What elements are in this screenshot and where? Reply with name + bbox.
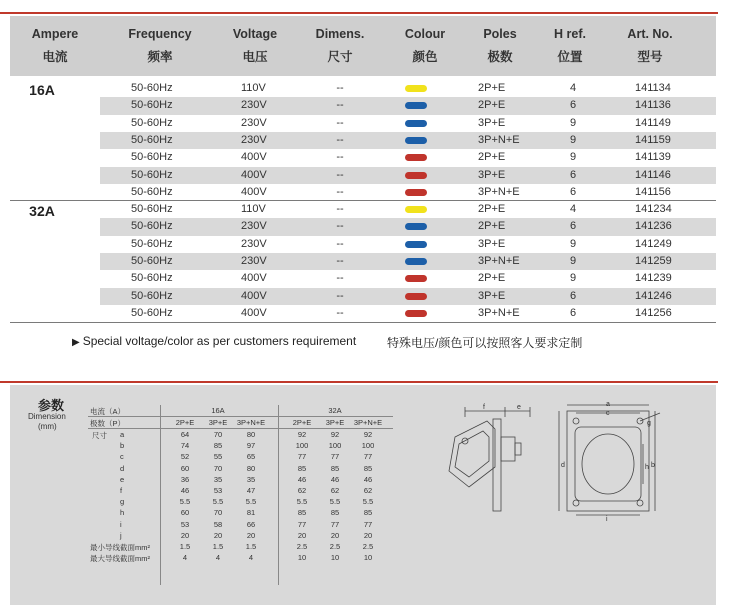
dimension-value: 2.5 xyxy=(296,542,308,551)
voltage-cell: 400V xyxy=(241,151,267,164)
dimension-value: 20 xyxy=(246,530,256,540)
voltage-cell: 110V xyxy=(241,203,266,216)
art-no-cell: 141146 xyxy=(635,168,671,181)
frequency-cell: 50-60Hz xyxy=(131,168,173,181)
table-row xyxy=(100,115,716,132)
colour-swatch xyxy=(405,137,427,144)
header-artno xyxy=(610,16,690,76)
dimension-value: 5.5 xyxy=(212,497,224,507)
frequency-cell: 50-60Hz xyxy=(131,203,173,216)
header-dimens xyxy=(300,16,380,76)
dimension-subtitle: Dimension xyxy=(28,412,66,421)
header-frequency-en: Frequency xyxy=(128,27,192,41)
dimension-value: 35 xyxy=(246,474,256,484)
dimension-value: 60 xyxy=(180,508,190,518)
dimension-value: 20 xyxy=(213,530,223,540)
dimension-value: 47 xyxy=(246,486,256,495)
group-divider xyxy=(10,200,716,201)
header-colour xyxy=(385,16,465,76)
dimension-row-label: g xyxy=(120,497,125,507)
art-no-cell: 141256 xyxy=(635,306,672,319)
table-row xyxy=(100,167,716,184)
dimens-cell: -- xyxy=(336,255,344,267)
special-note xyxy=(72,334,356,348)
table-row xyxy=(100,236,716,253)
dimension-value: 70 xyxy=(213,430,223,439)
frequency-cell: 50-60Hz xyxy=(131,151,173,164)
href-cell: 9 xyxy=(569,255,577,267)
drawing-dimension-label: f xyxy=(483,404,485,411)
dimension-value: 85 xyxy=(297,508,307,518)
dimens-cell: -- xyxy=(336,116,344,129)
art-no-cell: 141136 xyxy=(635,99,671,112)
ampere-group-label: 16A xyxy=(29,82,55,98)
colour-swatch xyxy=(405,154,427,161)
size-label: 尺寸 xyxy=(92,431,107,440)
header-frequency-cn: 频率 xyxy=(147,50,173,64)
table-row xyxy=(100,97,716,114)
drawing-dimension-label: d xyxy=(561,462,565,469)
header-href-cn: 位置 xyxy=(557,50,583,64)
colour-swatch xyxy=(405,310,427,317)
table-row xyxy=(100,305,716,322)
frequency-cell: 50-60Hz xyxy=(131,220,173,233)
poles-header-cell: 3P+E xyxy=(325,418,345,427)
dimension-value: 77 xyxy=(330,452,340,462)
art-no-cell: 141246 xyxy=(635,289,672,302)
top-divider xyxy=(0,12,718,14)
frequency-cell: 50-60Hz xyxy=(131,237,173,250)
poles-cell: 3P+N+E xyxy=(478,306,520,319)
header-colour-cn: 颜色 xyxy=(412,50,438,64)
colour-swatch xyxy=(405,241,427,248)
href-cell: 6 xyxy=(569,168,577,181)
drawing-dimension-label: b xyxy=(651,462,655,469)
header-poles-en: Poles xyxy=(483,27,517,41)
colour-swatch xyxy=(405,172,427,179)
dimension-value: 10 xyxy=(297,553,307,563)
art-no-cell: 141139 xyxy=(635,151,671,164)
href-cell: 6 xyxy=(569,99,577,112)
header-voltage xyxy=(215,16,295,76)
voltage-cell: 400V xyxy=(241,185,267,198)
voltage-cell: 400V xyxy=(241,306,267,319)
poles-row-line xyxy=(88,428,393,429)
href-cell: 4 xyxy=(569,203,577,216)
dimension-value: 85 xyxy=(363,463,373,473)
voltage-cell: 230V xyxy=(241,133,267,146)
poles-cell: 2P+E xyxy=(478,203,506,216)
frequency-cell: 50-60Hz xyxy=(131,289,173,302)
dimension-value: 1.5 xyxy=(179,542,191,551)
header-href xyxy=(540,16,600,76)
poles-cell: 2P+E xyxy=(478,272,506,285)
header-voltage-en: Voltage xyxy=(232,27,278,41)
dimension-value: 62 xyxy=(330,486,340,495)
header-artno-en: Art. No. xyxy=(627,27,673,41)
poles-cell: 3P+E xyxy=(478,168,506,181)
triangle-bullet-icon: ▶ xyxy=(72,337,80,348)
dimension-row-label: b xyxy=(120,441,125,451)
drawing-dimension-label: h xyxy=(645,464,649,471)
amp-32-label: 32A xyxy=(328,406,342,415)
dimension-value: 53 xyxy=(180,519,190,529)
dimension-value: 35 xyxy=(213,474,223,484)
art-no-cell: 141159 xyxy=(635,133,671,146)
colour-swatch xyxy=(405,85,427,92)
dimension-value: 100 xyxy=(295,441,309,451)
poles-header-cell: 3P+N+E xyxy=(353,418,383,427)
poles-label: 极数（P） xyxy=(90,419,126,428)
dimension-title: 参数 xyxy=(38,398,65,413)
poles-cell: 3P+N+E xyxy=(478,133,520,146)
poles-cell: 3P+E xyxy=(478,116,506,129)
href-cell: 6 xyxy=(569,289,577,302)
voltage-cell: 230V xyxy=(241,116,267,129)
href-cell: 9 xyxy=(569,151,577,164)
href-cell: 6 xyxy=(569,220,577,233)
dimension-value: 55 xyxy=(213,452,223,462)
header-poles-cn: 极数 xyxy=(487,50,513,64)
drawing-dimension-label: e xyxy=(517,404,521,411)
dimension-value: 74 xyxy=(180,441,190,451)
table-row xyxy=(100,80,716,97)
dimension-value: 85 xyxy=(213,441,223,451)
dimension-row-label: j xyxy=(120,530,122,540)
dimension-value: 66 xyxy=(246,519,256,529)
dimens-cell: -- xyxy=(336,82,344,94)
table-row xyxy=(100,201,716,218)
art-no-cell: 141156 xyxy=(635,185,671,198)
dimension-value: 46 xyxy=(297,474,307,484)
dimension-value: 46 xyxy=(363,474,373,484)
art-no-cell: 141236 xyxy=(635,220,672,233)
table-row xyxy=(100,288,716,305)
href-cell: 9 xyxy=(569,272,577,285)
dimension-value: 20 xyxy=(180,530,190,540)
dimension-value: 20 xyxy=(297,530,307,540)
dimension-value: 53 xyxy=(213,486,223,495)
frequency-cell: 50-60Hz xyxy=(131,272,173,285)
special-note-cn: 特殊电压/颜色可以按照客人要求定制 xyxy=(387,336,583,350)
poles-cell: 3P+N+E xyxy=(478,185,520,198)
dimension-value: 85 xyxy=(330,508,340,518)
dimension-value: 4 xyxy=(182,553,188,563)
art-no-cell: 141239 xyxy=(635,272,672,285)
dimension-value: 92 xyxy=(297,430,307,439)
dimens-cell: -- xyxy=(336,133,344,146)
dimension-value: 97 xyxy=(246,441,256,451)
header-ampere-cn: 电流 xyxy=(42,50,68,64)
dimens-cell: -- xyxy=(336,306,344,319)
header-dimens-en: Dimens. xyxy=(315,27,365,41)
poles-cell: 3P+E xyxy=(478,289,506,302)
art-no-cell: 141149 xyxy=(635,116,671,129)
dimension-value: 77 xyxy=(363,452,373,462)
dimens-cell: -- xyxy=(336,272,344,285)
dimension-value: 46 xyxy=(330,474,340,484)
href-cell: 9 xyxy=(569,116,577,129)
art-no-cell: 141259 xyxy=(635,255,672,267)
special-note-en: Special voltage/color as per customers requirement xyxy=(82,334,357,348)
dimension-value: 64 xyxy=(180,430,190,439)
dimension-unit: (mm) xyxy=(38,422,57,431)
dimension-value: 60 xyxy=(180,463,190,473)
dimens-cell: -- xyxy=(336,185,344,198)
href-cell: 6 xyxy=(569,185,577,198)
poles-cell: 2P+E xyxy=(478,99,506,112)
dimension-value: 4 xyxy=(215,553,221,563)
dimension-value: 52 xyxy=(180,452,190,462)
dimens-cell: -- xyxy=(336,151,344,164)
dimension-value: 80 xyxy=(246,463,256,473)
dimension-row-label: 最小导线截面mm² xyxy=(90,543,150,552)
dimension-value: 70 xyxy=(213,463,223,473)
href-cell: 9 xyxy=(569,133,577,146)
poles-cell: 3P+N+E xyxy=(478,255,520,267)
col-divider-start xyxy=(160,405,161,585)
frequency-cell: 50-60Hz xyxy=(131,82,173,94)
header-ampere-en: Ampere xyxy=(31,27,79,41)
voltage-cell: 400V xyxy=(241,289,267,302)
voltage-cell: 230V xyxy=(241,255,267,267)
drawing-dimension-label: a xyxy=(606,401,610,408)
voltage-cell: 230V xyxy=(241,237,267,250)
dimension-value: 5.5 xyxy=(296,497,308,507)
table-row xyxy=(100,149,716,166)
dimension-value: 77 xyxy=(330,519,340,529)
dimension-value: 20 xyxy=(330,530,340,540)
dimension-value: 46 xyxy=(180,486,190,495)
dimension-value: 5.5 xyxy=(179,497,191,507)
dimension-value: 1.5 xyxy=(245,542,257,551)
dimens-cell: -- xyxy=(336,203,344,216)
drawing-dimension-label: c xyxy=(606,410,610,417)
colour-swatch xyxy=(405,293,427,300)
dimension-value: 65 xyxy=(246,452,256,462)
dimension-row-label: 最大导线截面mm² xyxy=(90,554,150,564)
header-href-en: H ref. xyxy=(554,27,586,41)
voltage-cell: 400V xyxy=(241,168,267,181)
poles-cell: 2P+E xyxy=(478,82,506,94)
dimension-row-label: i xyxy=(120,519,122,529)
dimension-value: 80 xyxy=(246,430,256,439)
colour-swatch xyxy=(405,223,427,230)
header-colour-en: Colour xyxy=(404,27,446,41)
dimension-value: 77 xyxy=(297,519,307,529)
dimens-cell: -- xyxy=(336,168,344,181)
drawing-dimension-label: g xyxy=(647,420,651,427)
colour-swatch xyxy=(405,102,427,109)
colour-swatch xyxy=(405,189,427,196)
dimension-value: 77 xyxy=(363,519,373,529)
table-header xyxy=(10,16,716,76)
table-row xyxy=(100,184,716,201)
voltage-cell: 400V xyxy=(241,272,267,285)
dimension-value: 1.5 xyxy=(212,542,224,551)
poles-header-cell: 2P+E xyxy=(175,418,195,427)
dimension-value: 62 xyxy=(297,486,307,495)
table-row xyxy=(100,270,716,287)
col-divider-mid xyxy=(278,405,279,585)
socket-technical-drawing xyxy=(435,399,665,523)
frequency-cell: 50-60Hz xyxy=(131,306,173,319)
colour-swatch xyxy=(405,275,427,282)
frequency-cell: 50-60Hz xyxy=(131,255,173,267)
table-row xyxy=(100,253,716,270)
dimension-value: 10 xyxy=(330,553,340,563)
dimension-value: 5.5 xyxy=(245,497,257,507)
amp-16-label: 16A xyxy=(211,406,225,415)
dimension-value: 2.5 xyxy=(329,542,341,551)
current-label: 电流（A） xyxy=(90,407,126,416)
href-cell: 6 xyxy=(569,306,577,319)
poles-header-cell: 3P+N+E xyxy=(236,418,266,427)
dimens-cell: -- xyxy=(336,99,344,112)
dimension-value: 100 xyxy=(361,441,375,451)
header-artno-cn: 型号 xyxy=(637,50,663,64)
dimension-row-label: c xyxy=(120,452,124,462)
dimension-value: 70 xyxy=(213,508,223,518)
href-cell: 9 xyxy=(569,237,577,250)
dimens-cell: -- xyxy=(336,237,344,250)
dimension-row-label: h xyxy=(120,508,125,518)
table-bottom-line xyxy=(10,322,716,323)
dimension-value: 85 xyxy=(297,463,307,473)
frequency-cell: 50-60Hz xyxy=(131,133,173,146)
table-row xyxy=(100,218,716,235)
dimension-value: 85 xyxy=(330,463,340,473)
colour-swatch xyxy=(405,258,427,265)
poles-header-cell: 3P+E xyxy=(208,418,228,427)
frequency-cell: 50-60Hz xyxy=(131,116,173,129)
poles-header-cell: 2P+E xyxy=(292,418,312,427)
ampere-group-label: 32A xyxy=(29,203,55,220)
voltage-cell: 230V xyxy=(241,220,267,233)
dimension-value: 36 xyxy=(180,474,190,484)
header-frequency xyxy=(105,16,215,76)
dimension-row-label: e xyxy=(120,474,125,484)
colour-swatch xyxy=(405,206,427,213)
art-no-cell: 141249 xyxy=(635,237,672,250)
dimension-value: 5.5 xyxy=(362,497,374,507)
table-row xyxy=(100,132,716,149)
dimension-value: 77 xyxy=(297,452,307,462)
header-dimens-cn: 尺寸 xyxy=(327,50,353,64)
dimension-value: 4 xyxy=(248,553,254,563)
dimension-value: 81 xyxy=(246,508,256,518)
poles-cell: 2P+E xyxy=(478,151,506,164)
frequency-cell: 50-60Hz xyxy=(131,185,173,198)
poles-cell: 3P+E xyxy=(478,237,506,250)
dimension-value: 10 xyxy=(363,553,373,563)
dimension-row-label: f xyxy=(120,486,123,495)
poles-cell: 2P+E xyxy=(478,220,506,233)
frequency-cell: 50-60Hz xyxy=(131,99,173,112)
colour-swatch xyxy=(405,120,427,127)
dimension-value: 20 xyxy=(363,530,373,540)
dimens-cell: -- xyxy=(336,289,344,302)
art-no-cell: 141134 xyxy=(635,82,671,94)
dimension-value: 2.5 xyxy=(362,542,374,551)
header-ampere xyxy=(10,16,100,76)
dimension-value: 5.5 xyxy=(329,497,341,507)
art-no-cell: 141234 xyxy=(635,203,672,216)
dimension-value: 92 xyxy=(330,430,340,439)
dimension-panel xyxy=(10,385,716,605)
voltage-cell: 230V xyxy=(241,99,267,112)
dimension-value: 58 xyxy=(213,519,223,529)
dimension-row-label: d xyxy=(120,463,125,473)
dimension-value: 85 xyxy=(363,508,373,518)
dimension-row-label: a xyxy=(120,430,125,439)
section-divider xyxy=(0,381,718,383)
voltage-cell: 110V xyxy=(241,82,266,94)
current-row-line xyxy=(88,416,393,417)
header-voltage-cn: 电压 xyxy=(242,50,268,64)
dimens-cell: -- xyxy=(336,220,344,233)
href-cell: 4 xyxy=(569,82,577,94)
dimension-value: 92 xyxy=(363,430,373,439)
header-poles xyxy=(460,16,540,76)
dimension-value: 100 xyxy=(328,441,342,451)
drawing-dimension-label: i xyxy=(606,516,608,523)
dimension-value: 62 xyxy=(363,486,373,495)
